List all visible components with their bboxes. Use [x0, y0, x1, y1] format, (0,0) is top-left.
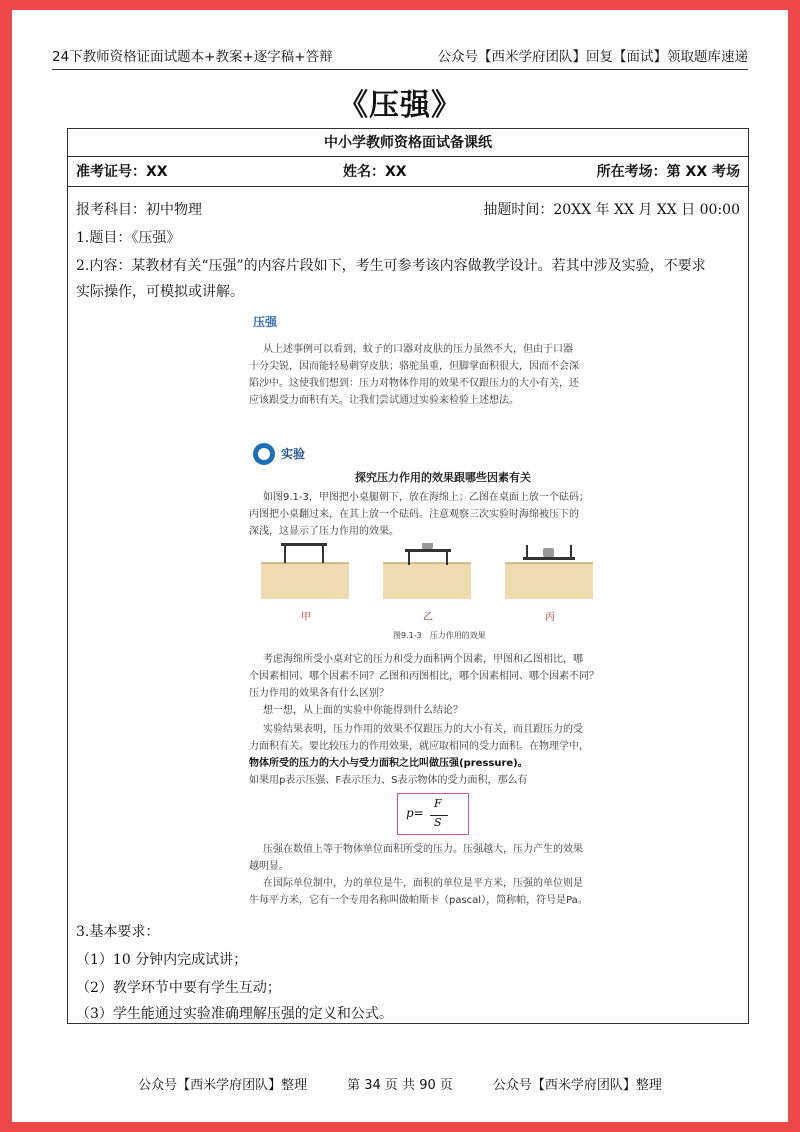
- think-line-2: 个因素相同、哪个因素不同？乙图和丙图相比，哪个因素相同、哪个因素不同？: [249, 671, 599, 682]
- page: [12, 10, 788, 1122]
- exam-number: 准考证号：XX: [76, 164, 168, 180]
- figure-a-sponge-table: [261, 543, 349, 599]
- result-line-1: 实验结果表明，压力作用的效果不仅跟压力的大小有关，而且跟压力的受: [263, 724, 583, 735]
- figure-label-c: 丙: [545, 612, 555, 623]
- excerpt-para-1-line-2: 十分尖锐，因而能轻易刺穿皮肤；骆驼虽重，但脚掌面积很大，因而不会深: [249, 361, 579, 372]
- formula-denominator: S: [434, 816, 442, 829]
- think-line-3: 压力作用的效果各有什么区别？: [249, 688, 389, 699]
- requirement-item-2: （2）教学环节中要有学生互动；: [76, 980, 281, 996]
- result-line-2: 力面积有关。要比较压力的作用效果，就应取相同的受力面积。在物理学中，: [249, 741, 589, 752]
- experiment-label: 实验: [281, 447, 306, 461]
- excerpt-para-1-line-4: 应该跟受力面积有关。让我们尝试通过实验来检验上述想法。: [249, 395, 519, 406]
- figure-caption: 图9.1-3 压力作用的效果: [393, 631, 486, 640]
- footer-left-text: 公众号【西米学府团队】整理: [138, 1078, 308, 1093]
- exam-venue: 所在考场：第 XX 考场: [596, 164, 740, 180]
- topic-line: 1.题目：《压强》: [76, 230, 181, 246]
- page-header: [52, 42, 748, 70]
- form-title: 中小学教师资格面试备课纸: [68, 129, 748, 157]
- after-line-3: 在国际单位制中，力的单位是牛，面积的单位是平方米，压强的单位则是: [263, 878, 583, 889]
- page-number: 第 34 页 共 90 页: [347, 1078, 453, 1093]
- subject-line: [76, 199, 740, 221]
- candidate-name: 姓名：XX: [343, 164, 407, 180]
- header-right-text: 公众号【西米学府团队】回复【面试】领取题库速递: [437, 49, 748, 65]
- requirement-item-1: （1）10 分钟内完成试讲；: [76, 952, 248, 968]
- think-line-4: 想一想，从上面的实验中你能得到什么结论？: [263, 705, 463, 716]
- figure-label-a: 甲: [301, 612, 311, 623]
- content-line-2: 实际操作，可模拟或讲解。: [76, 284, 244, 300]
- experiment-para-line-3: 深浅，这显示了压力作用的效果。: [249, 526, 399, 537]
- excerpt-para-1-line-3: 陷沙中。这使我们想到：压力对物体作用的效果不仅跟压力的大小有关，还: [249, 378, 579, 389]
- content-line-1: 2.内容：某教材有关“压强”的内容片段如下，考生可参考该内容做教学设计。若其中涉及实验，不要求: [76, 258, 706, 274]
- experiment-para-line-2: 丙图把小桌翻过来，在其上放一个砝码。注意观察三次实验时海绵被压下的: [249, 509, 579, 520]
- page-footer: [12, 1074, 788, 1093]
- after-line-1: 压强在数值上等于物体单位面积所受的压力。压强越大，压力产生的效果: [263, 844, 583, 855]
- experiment-para-line-1: 如图9.1-3，甲图把小桌腿朝下，放在海绵上；乙图在桌面上放一个砝码；: [263, 492, 589, 503]
- experiment-icon: [253, 443, 275, 465]
- header-left-text: 24下教师资格证面试题本+教案+逐字稿+答辩: [52, 49, 333, 65]
- section-heading: 压强: [253, 315, 278, 329]
- result-line-4: 如果用p表示压强、F表示压力、S表示物体的受力面积，那么有: [249, 775, 528, 786]
- after-line-4: 牛每平方米，它有一个专用名称叫做帕斯卡（pascal），简称帕，符号是Pa。: [249, 895, 588, 906]
- figure-label-b: 乙: [423, 612, 433, 623]
- experiment-figure: [243, 543, 643, 607]
- after-line-2: 越明显。: [249, 861, 289, 872]
- subject-text: 报考科目：初中物理: [76, 202, 202, 218]
- pressure-formula: [397, 793, 469, 835]
- footer-right-text: 公众号【西米学府团队】整理: [492, 1078, 662, 1093]
- candidate-info-row: [68, 157, 748, 187]
- experiment-title: 探究压力作用的效果跟哪些因素有关: [355, 471, 531, 484]
- formula-lhs: p=: [406, 806, 424, 820]
- textbook-excerpt: [243, 309, 643, 906]
- requirements-title: 3.基本要求：: [76, 924, 160, 940]
- figure-b-sponge-table-weight: [383, 543, 471, 599]
- page-title: 《压强》: [338, 88, 462, 123]
- requirement-item-3: （3）学生能通过实验准确理解压强的定义和公式。: [76, 1006, 393, 1022]
- prep-form: [67, 128, 749, 1024]
- draw-time-text: 抽题时间：20XX 年 XX 月 XX 日 00:00: [483, 202, 740, 218]
- formula-numerator: F: [434, 797, 442, 810]
- excerpt-para-1-line-1: 从上述事例可以看到，蚊子的口器对皮肤的压力虽然不大，但由于口器: [263, 344, 573, 355]
- result-line-3-definition: 物体所受的压力的大小与受力面积之比叫做压强(pressure)。: [249, 758, 528, 769]
- figure-c-inverted-table-weight: [505, 545, 593, 599]
- think-line-1: 考虑海绵所受小桌对它的压力和受力面积两个因素，甲图和乙图相比，哪: [263, 654, 583, 665]
